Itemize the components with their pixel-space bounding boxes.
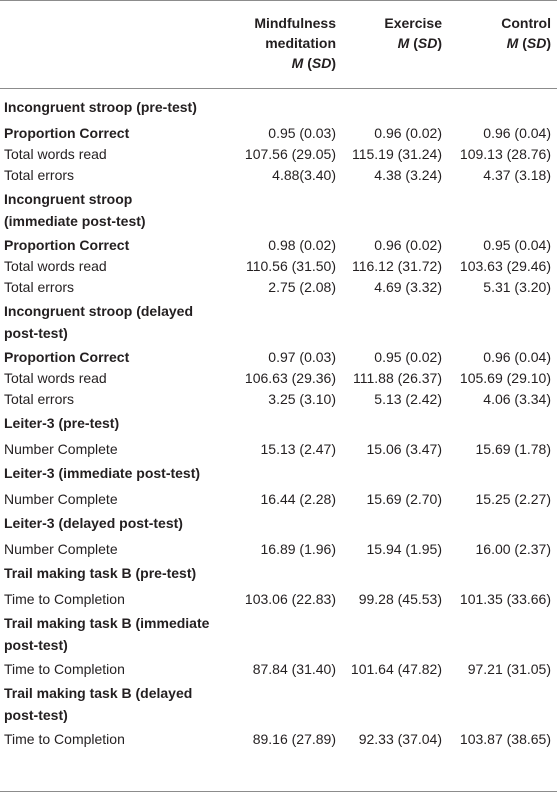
value-exercise: 15.69 (2.70)	[366, 491, 442, 507]
table-row	[0, 388, 558, 409]
value-exercise: 111.88 (26.37)	[353, 370, 442, 386]
table-row	[0, 728, 558, 749]
table-row	[0, 658, 558, 679]
section-heading-line: Incongruent stroop (delayed	[4, 303, 194, 319]
table-row	[0, 234, 558, 255]
value-mindfulness: 106.63 (29.36)	[244, 370, 336, 386]
value-mindfulness: 0.97 (0.03)	[268, 349, 336, 365]
value-control: 5.31 (3.20)	[483, 279, 551, 295]
header-mindfulness-stat: M (SD)	[291, 55, 336, 71]
section-heading-line: Leiter-3 (immediate post-test)	[4, 465, 201, 481]
value-exercise: 101.64 (47.82)	[350, 661, 442, 677]
value-mindfulness: 16.89 (1.96)	[260, 541, 336, 557]
value-control: 16.00 (2.37)	[475, 541, 551, 557]
section-heading-line: Leiter-3 (delayed post-test)	[4, 515, 183, 531]
table-bottom-rule	[0, 791, 557, 792]
table-row	[0, 538, 558, 559]
section-heading-line: post-test)	[4, 637, 68, 653]
value-control: 97.21 (31.05)	[467, 661, 551, 677]
value-exercise: 15.94 (1.95)	[366, 541, 442, 557]
section-heading-row	[0, 609, 558, 658]
section-heading	[4, 512, 183, 534]
value-exercise: 116.12 (31.72)	[351, 258, 442, 274]
section-heading	[4, 96, 197, 118]
section-heading-line: Incongruent stroop (pre-test)	[4, 99, 197, 115]
row-label: Number Complete	[4, 441, 118, 457]
section-heading-line: post-test)	[4, 325, 68, 341]
value-control: 105.69 (29.10)	[459, 370, 551, 386]
section-heading	[4, 612, 209, 656]
row-label: Total errors	[4, 279, 75, 295]
row-label: Proportion Correct	[4, 349, 130, 365]
section-heading	[4, 412, 119, 434]
value-mindfulness: 4.88(3.40)	[272, 167, 336, 183]
section-heading-row	[0, 559, 558, 588]
row-label: Number Complete	[4, 541, 118, 557]
header-exercise-line1: Exercise	[384, 15, 442, 31]
table-row	[0, 122, 558, 143]
value-exercise: 4.69 (3.32)	[374, 279, 442, 295]
section-heading-line: post-test)	[4, 707, 68, 723]
value-control: 4.06 (3.34)	[483, 391, 551, 407]
header-mindfulness	[254, 13, 336, 73]
row-label: Total words read	[4, 370, 107, 386]
table-row	[0, 164, 558, 185]
section-heading-row	[0, 679, 558, 728]
section-heading-line: Leiter-3 (pre-test)	[4, 415, 120, 431]
table-row	[0, 438, 558, 459]
value-exercise: 99.28 (45.53)	[358, 591, 442, 607]
value-control: 0.96 (0.04)	[483, 349, 551, 365]
row-label: Total words read	[4, 258, 107, 274]
value-mindfulness: 110.56 (31.50)	[245, 258, 336, 274]
section-heading-line: Trail making task B (pre-test)	[4, 565, 197, 581]
section-heading-line: Trail making task B (immediate	[4, 615, 210, 631]
row-label: Total words read	[4, 146, 107, 162]
table-row	[0, 367, 558, 388]
value-mindfulness: 0.95 (0.03)	[268, 125, 336, 141]
value-mindfulness: 89.16 (27.89)	[252, 731, 336, 747]
header-exercise	[384, 13, 442, 53]
value-control: 109.13 (28.76)	[459, 146, 551, 162]
value-control: 103.87 (38.65)	[459, 731, 551, 747]
value-exercise: 5.13 (2.42)	[374, 391, 442, 407]
value-mindfulness: 3.25 (3.10)	[268, 391, 336, 407]
row-label: Time to Completion	[4, 731, 125, 747]
value-mindfulness: 2.75 (2.08)	[268, 279, 336, 295]
value-exercise: 115.19 (31.24)	[351, 146, 442, 162]
value-exercise: 4.38 (3.24)	[374, 167, 442, 183]
section-heading-line: Incongruent stroop	[4, 191, 133, 207]
value-mindfulness: 0.98 (0.02)	[268, 237, 336, 253]
section-heading	[4, 300, 193, 344]
table-row	[0, 346, 558, 367]
section-heading	[4, 188, 146, 232]
header-mindfulness-line1: Mindfulness	[254, 15, 336, 31]
section-heading-row	[0, 509, 558, 538]
section-heading-row	[0, 185, 558, 234]
value-exercise: 0.96 (0.02)	[374, 125, 442, 141]
section-heading-line: Trail making task B (delayed	[4, 685, 193, 701]
section-heading-row	[0, 459, 558, 488]
table-row	[0, 588, 558, 609]
table-row	[0, 255, 558, 276]
value-control: 4.37 (3.18)	[483, 167, 551, 183]
row-label: Time to Completion	[4, 661, 125, 677]
value-exercise: 92.33 (37.04)	[358, 731, 442, 747]
section-heading	[4, 462, 200, 484]
row-label: Proportion Correct	[4, 237, 130, 253]
value-control: 15.69 (1.78)	[475, 441, 551, 457]
value-mindfulness: 15.13 (2.47)	[260, 441, 336, 457]
value-control: 0.95 (0.04)	[483, 237, 551, 253]
value-exercise: 0.95 (0.02)	[374, 349, 442, 365]
header-mindfulness-line2: meditation	[265, 35, 336, 51]
header-control	[501, 13, 551, 53]
value-control: 101.35 (33.66)	[459, 591, 551, 607]
header-bottom-rule	[0, 88, 557, 89]
value-control: 103.63 (29.46)	[459, 258, 551, 274]
value-mindfulness: 87.84 (31.40)	[252, 661, 336, 677]
header-exercise-stat: M (SD)	[397, 35, 442, 51]
table-row	[0, 143, 558, 164]
row-label: Number Complete	[4, 491, 118, 507]
section-heading-row	[0, 93, 558, 122]
value-mindfulness: 107.56 (29.05)	[244, 146, 336, 162]
value-mindfulness: 16.44 (2.28)	[260, 491, 336, 507]
table-row	[0, 276, 558, 297]
row-label: Total errors	[4, 391, 75, 407]
header-control-line1: Control	[501, 15, 551, 31]
row-label: Proportion Correct	[4, 125, 130, 141]
section-heading-line: (immediate post-test)	[4, 213, 146, 229]
value-control: 0.96 (0.04)	[483, 125, 551, 141]
value-exercise: 0.96 (0.02)	[374, 237, 442, 253]
value-control: 15.25 (2.27)	[475, 491, 551, 507]
section-heading-row	[0, 297, 558, 346]
row-label: Time to Completion	[4, 591, 125, 607]
table-top-rule	[0, 0, 557, 1]
table-row	[0, 488, 558, 509]
section-heading	[4, 562, 196, 584]
value-mindfulness: 103.06 (22.83)	[244, 591, 336, 607]
row-label: Total errors	[4, 167, 75, 183]
section-heading	[4, 682, 192, 726]
header-control-stat: M (SD)	[506, 35, 551, 51]
value-exercise: 15.06 (3.47)	[366, 441, 442, 457]
section-heading-row	[0, 409, 558, 438]
